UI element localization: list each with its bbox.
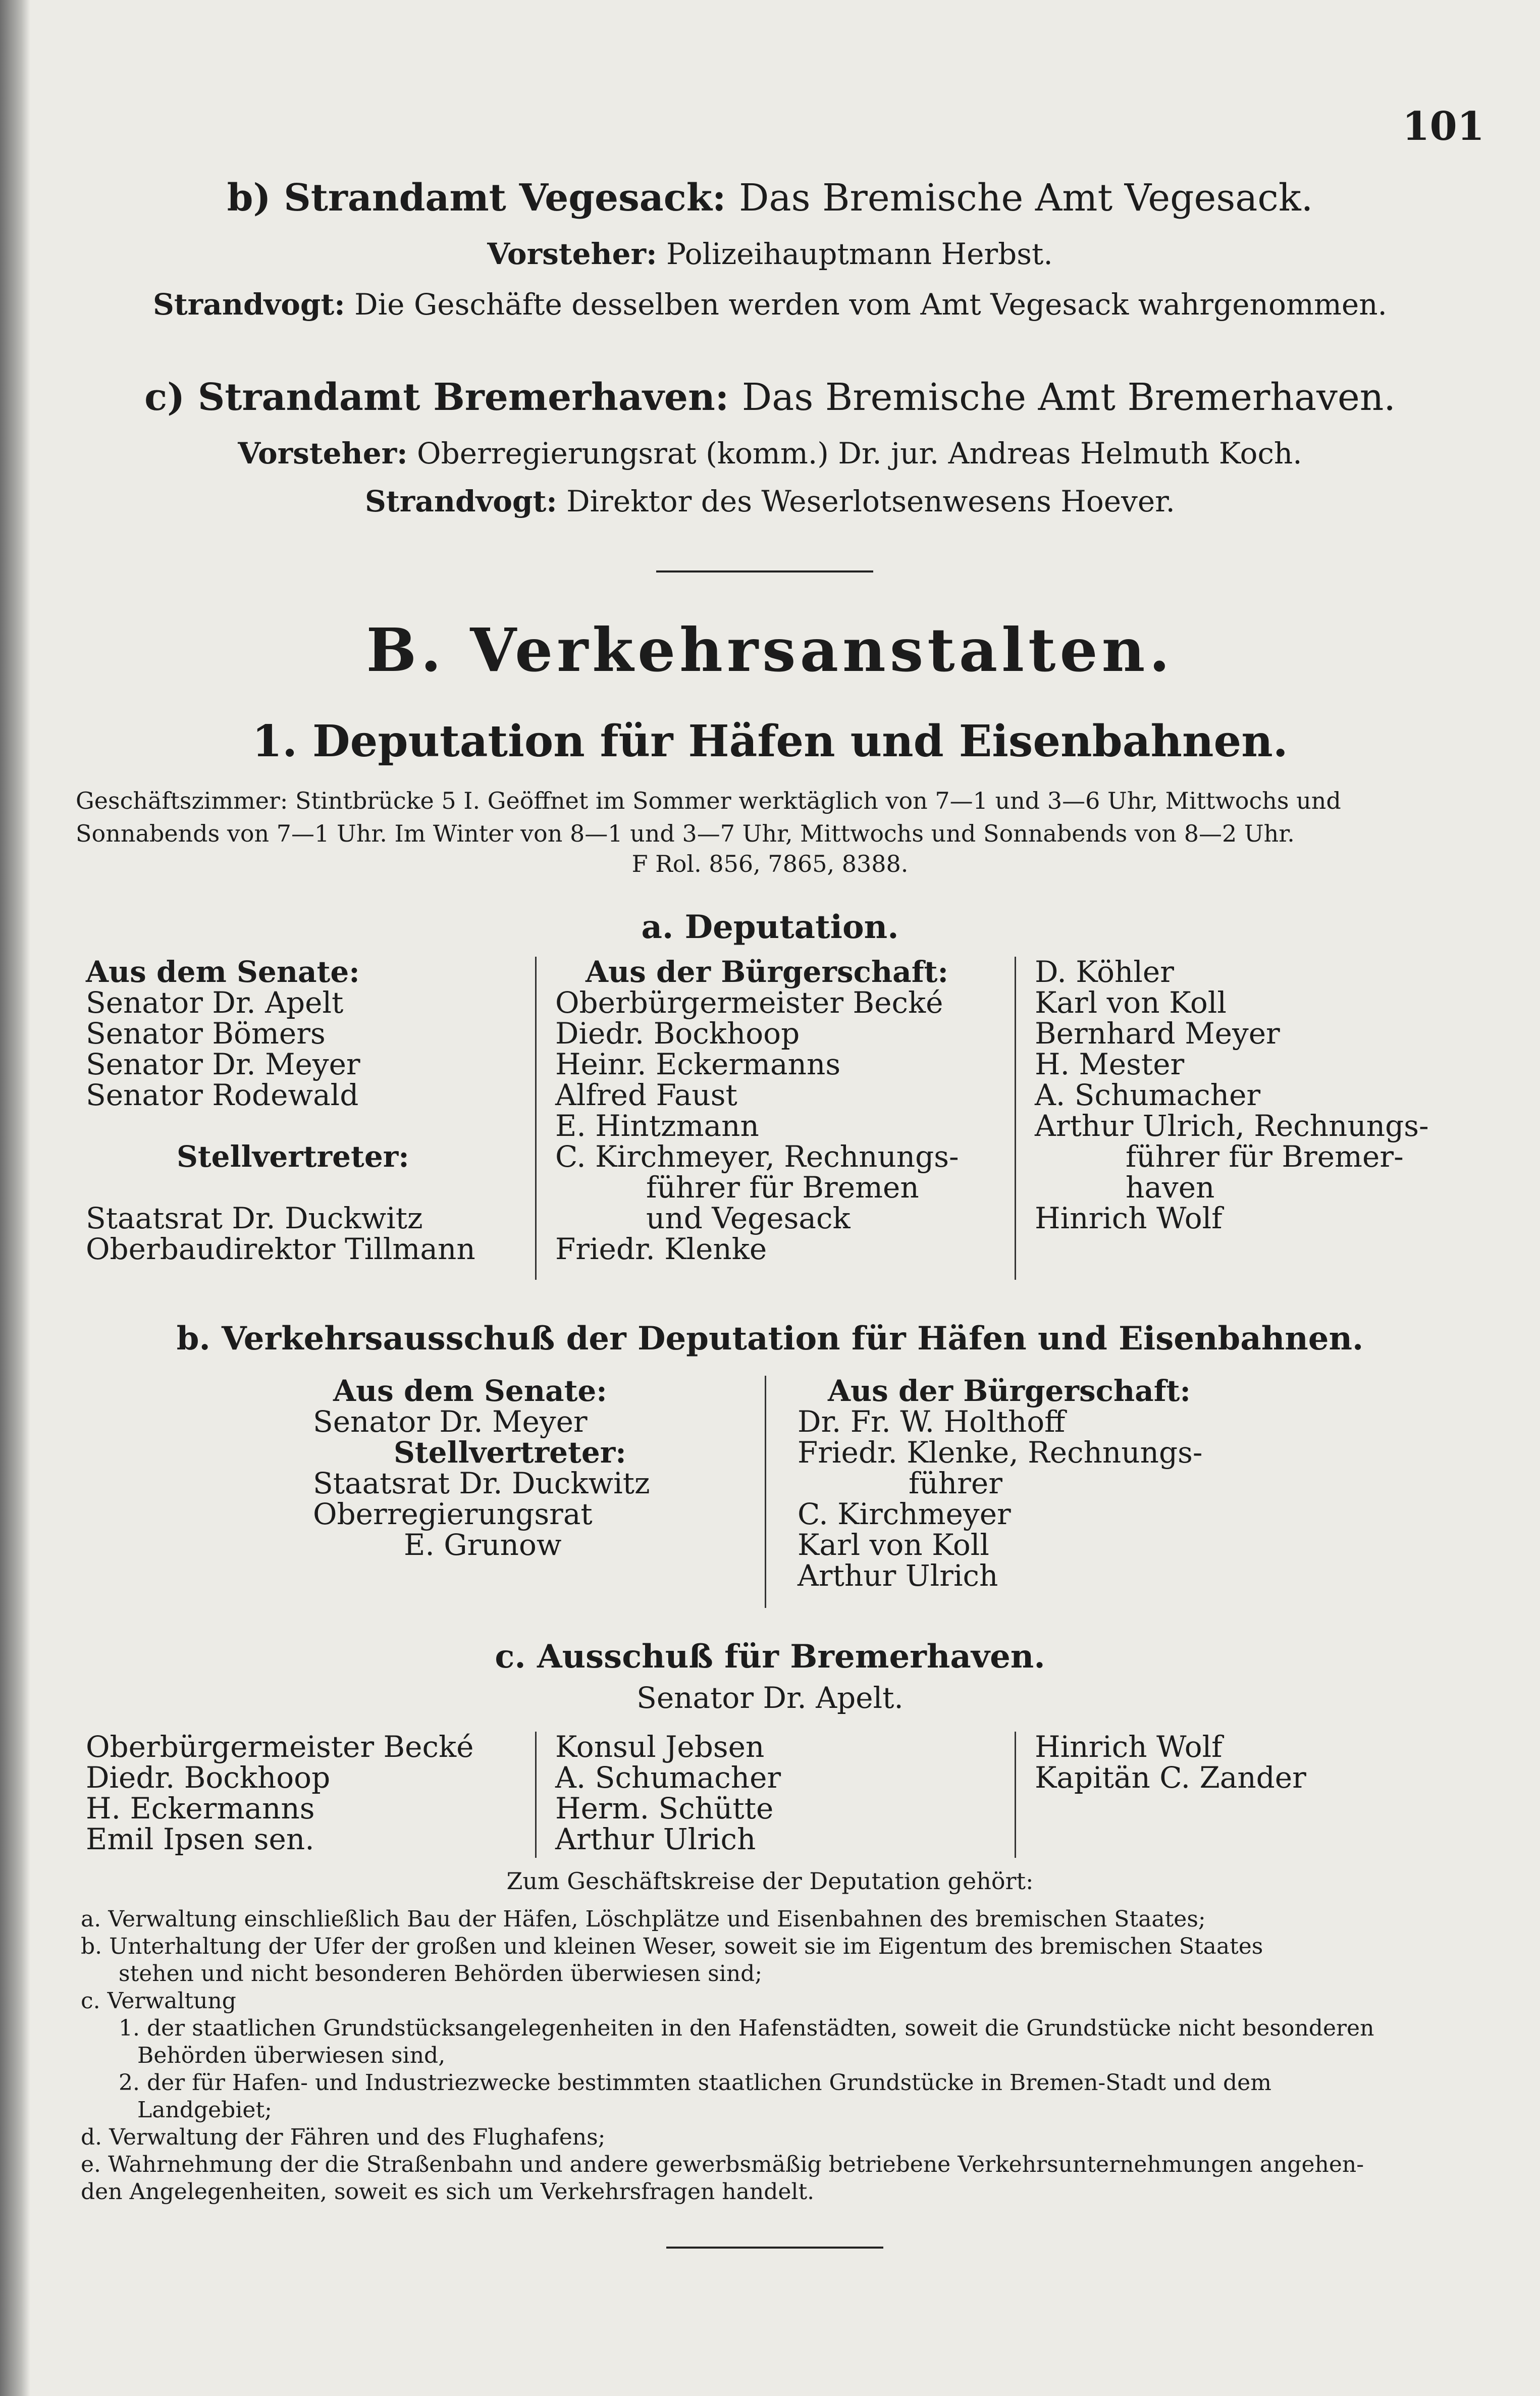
subsection-c-title: c. Ausschuß für Bremerhaven.: [495, 1638, 1045, 1676]
duties-intro: Zum Geschäftskreise der Deputation gehört:: [506, 1867, 1034, 1895]
list-item: Friedr. Klenke: [555, 1232, 767, 1266]
column-divider: [535, 957, 537, 1280]
deputation-title: 1. Deputation für Häfen und Eisenbahnen.: [252, 716, 1288, 767]
list-item: Bernhard Meyer: [1035, 1016, 1280, 1051]
b-senate-header: Aus dem Senate:: [333, 1374, 607, 1408]
vegesack-strandvogt: Strandvogt: Die Geschäfte desselben werden vom Amt Vegesack wahrgenommen.: [153, 287, 1387, 322]
list-item: führer für Bremen: [646, 1170, 919, 1205]
list-item: A. Schumacher: [555, 1760, 781, 1795]
column-divider: [1015, 957, 1016, 1280]
list-item: Arthur Ulrich: [555, 1822, 756, 1856]
list-item: Oberbaudirektor Tillmann: [86, 1232, 475, 1266]
list-item: den Angelegenheiten, soweit es sich um Verkehrsfragen handelt.: [81, 2179, 815, 2205]
list-item: Emil Ipsen sen.: [86, 1822, 314, 1856]
section-title: B. Verkehrsanstalten.: [366, 615, 1174, 685]
vegesack-vorsteher: Vorsteher: Polizeihauptmann Herbst.: [487, 237, 1053, 271]
list-item: Senator Dr. Apelt: [86, 985, 344, 1020]
list-item: Senator Dr. Meyer: [86, 1047, 360, 1081]
list-item: H. Mester: [1035, 1047, 1185, 1081]
b-burger-column: [798, 1376, 1202, 1591]
a-senate-column: [86, 957, 475, 1265]
list-item: stehen und nicht besonderen Behörden überwiesen sind;: [119, 1961, 763, 1987]
page-number: 101: [1402, 103, 1484, 149]
separator-rule: [656, 570, 873, 572]
list-item: Oberbürgermeister Becké: [555, 985, 943, 1020]
c-second-column: [555, 1732, 781, 1855]
list-item: und Vegesack: [646, 1201, 851, 1235]
list-item: Hinrich Wolf: [1035, 1201, 1223, 1235]
list-item: C. Kirchmeyer, Rechnungs-: [555, 1139, 959, 1174]
column-divider: [535, 1732, 537, 1858]
column-divider: [765, 1376, 766, 1608]
bremerhaven-strandvogt: Strandvogt: Direktor des Weserlotsenwesens Hoever.: [365, 484, 1175, 518]
list-item: Staatsrat Dr. Duckwitz: [86, 1201, 423, 1235]
list-item: D. Köhler: [1035, 955, 1174, 989]
list-item: Alfred Faust: [555, 1078, 737, 1112]
list-item: Diedr. Bockhoop: [86, 1760, 331, 1795]
list-item: d. Verwaltung der Fähren und des Flughafens;: [81, 2124, 606, 2150]
a-deputy-header: Stellvertreter:: [177, 1139, 409, 1174]
list-item: Heinr. Eckermanns: [555, 1047, 841, 1081]
list-item: haven: [1126, 1170, 1215, 1205]
list-item: Herm. Schütte: [555, 1791, 774, 1826]
list-item: e. Wahrnehmung der die Straßenbahn und andere gewerbsmäßig betriebene Verkehrsunternehmungen angehen-: [81, 2152, 1364, 2177]
office-hours-line-2: Sonnabends von 7—1 Uhr. Im Winter von 8—1 und 3—7 Uhr, Mittwochs und Sonnabends von 8—2 Uhr.: [76, 820, 1295, 847]
list-item: Konsul Jebsen: [555, 1730, 765, 1764]
b-burger-header: Aus der Bürgerschaft:: [828, 1374, 1191, 1408]
list-item: a. Verwaltung einschließlich Bau der Häfen, Löschplätze und Eisenbahnen des bremischen Staates;: [81, 1906, 1206, 1932]
list-item: Arthur Ulrich, Rechnungs-: [1035, 1109, 1429, 1143]
list-item: A. Schumacher: [1035, 1078, 1261, 1112]
list-item: E. Grunow: [404, 1528, 562, 1562]
subsection-c-chair: Senator Dr. Apelt.: [636, 1681, 904, 1715]
b-deputy-header: Stellvertreter:: [394, 1435, 626, 1470]
a-senate-header: Aus dem Senate:: [86, 955, 360, 989]
list-item: Oberbürgermeister Becké: [86, 1730, 474, 1764]
list-item: Karl von Koll: [1035, 985, 1227, 1020]
b-senate-column: [313, 1376, 650, 1560]
strandamt-bremerhaven-heading: c) Strandamt Bremerhaven: Das Bremische Amt Bremerhaven.: [144, 376, 1396, 419]
list-item: Behörden überwiesen sind,: [137, 2043, 446, 2068]
subsection-a-title: a. Deputation.: [641, 908, 899, 946]
office-hours-line-1: Geschäftszimmer: Stintbrücke 5 I. Geöffnet im Sommer werktäglich von 7—1 und 3—6 Uhr, Mittwochs und: [76, 787, 1341, 814]
list-item: Landgebiet;: [137, 2097, 272, 2123]
list-item: 2. der für Hafen- und Industriezwecke bestimmten staatlichen Grundstücke in Bremen-Stadt und dem: [119, 2070, 1271, 2096]
list-item: Karl von Koll: [798, 1528, 989, 1562]
list-item: b. Unterhaltung der Ufer der großen und kleinen Weser, soweit sie im Eigentum des bremischen Staates: [81, 1934, 1263, 1959]
c-third-column: [1035, 1732, 1306, 1793]
binding-shadow: [0, 0, 30, 2396]
list-item: Senator Rodewald: [86, 1078, 359, 1112]
list-item: Hinrich Wolf: [1035, 1730, 1223, 1764]
strandamt-vegesack-heading: b) Strandamt Vegesack: Das Bremische Amt Vegesack.: [227, 176, 1313, 220]
c-first-column: [86, 1732, 473, 1855]
list-item: c. Verwaltung: [81, 1988, 236, 2014]
list-item: Senator Bömers: [86, 1016, 326, 1051]
list-item: Kapitän C. Zander: [1035, 1760, 1306, 1795]
list-item: Dr. Fr. W. Holthoff: [798, 1404, 1066, 1439]
column-divider: [1015, 1732, 1016, 1858]
list-item: E. Hintzmann: [555, 1109, 759, 1143]
a-burger-header: Aus der Bürgerschaft:: [586, 955, 948, 989]
a-third-column: [1035, 957, 1429, 1234]
list-item: H. Eckermanns: [86, 1791, 315, 1826]
list-item: Friedr. Klenke, Rechnungs-: [798, 1435, 1203, 1470]
bremerhaven-vorsteher: Vorsteher: Oberregierungsrat (komm.) Dr. jur. Andreas Helmuth Koch.: [238, 436, 1302, 471]
a-burger-column: [555, 957, 959, 1265]
list-item: Staatsrat Dr. Duckwitz: [313, 1466, 650, 1500]
subsection-b-title: b. Verkehrsausschuß der Deputation für Häfen und Eisenbahnen.: [176, 1320, 1364, 1358]
list-item: führer für Bremer-: [1126, 1139, 1404, 1174]
list-item: Diedr. Bockhoop: [555, 1016, 800, 1051]
list-item: 1. der staatlichen Grundstücksangelegenheiten in den Hafenstädten, soweit die Grundstücke nicht besonderen: [119, 2015, 1374, 2041]
phone-numbers: F Rol. 856, 7865, 8388.: [631, 850, 909, 877]
list-item: Oberregierungsrat: [313, 1497, 593, 1531]
list-item: Arthur Ulrich: [798, 1558, 998, 1593]
list-item: C. Kirchmeyer: [798, 1497, 1011, 1531]
list-item: Senator Dr. Meyer: [313, 1404, 588, 1439]
duties-list: [81, 1906, 1474, 2206]
end-rule: [666, 2247, 883, 2249]
list-item: führer: [909, 1466, 1002, 1500]
